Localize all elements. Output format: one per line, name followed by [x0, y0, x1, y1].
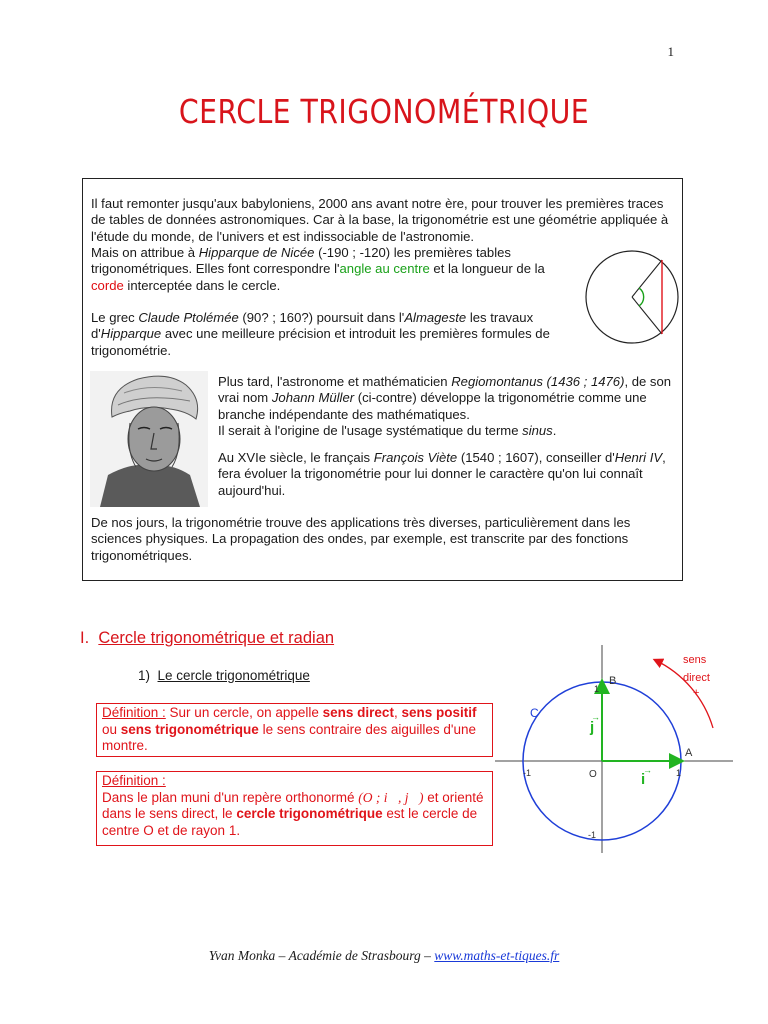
footer-link[interactable]: www.maths-et-tiques.fr — [434, 948, 560, 963]
label-C: C — [530, 706, 539, 720]
subsection-heading — [138, 668, 310, 683]
section-number: I. — [80, 629, 90, 647]
label-B: B — [609, 675, 617, 687]
intro-paragraph-6 — [91, 515, 681, 564]
text-span: est le cercle de centre O et de rayon 1. — [102, 806, 478, 838]
text-span: , de son vrai nom — [218, 374, 672, 406]
text-span: Le grec — [91, 310, 139, 325]
intro-text-1: Il faut remonter jusqu'aux babyloniens, 2000 ans avant notre ère, pour trouver les premières traces de tables de données astronomiques. Car à la base, la trigonométrie est une géométrie appliquée à l'étude du monde, de l'univers et est indissociable de l'astronomie. — [91, 196, 669, 244]
muller-name: Johann Müller — [271, 390, 355, 406]
corde-term: corde — [91, 277, 124, 293]
intro-paragraph-5 — [218, 450, 670, 499]
text-span: ou — [102, 721, 121, 737]
page-number: 1 — [667, 44, 674, 59]
direct-direction-arrow — [655, 660, 713, 728]
subsection-title: Le cercle trigonométrique — [157, 668, 310, 683]
intro-paragraph-1 — [91, 196, 677, 245]
vector-j-arrow-mark: → — [591, 712, 600, 722]
text-span: , — [393, 705, 402, 720]
ptolemee-name: Claude Ptolémée — [138, 310, 239, 325]
almageste-name: Almageste — [404, 310, 467, 325]
sens-label: sens — [683, 654, 707, 666]
bold-term: sens positif — [401, 705, 477, 720]
text-span: , fera évoluer la trigonométrie pour lui donner le caractère qu'on lui connaît aujourd'hui. — [218, 450, 666, 498]
intro-paragraph-3 — [91, 310, 573, 359]
regiomontanus-portrait — [90, 371, 208, 507]
text-span: Il serait à l'origine de l'usage systématique du terme — [218, 422, 523, 438]
regiomontanus-name: Regiomontanus (1436 ; 1476) — [451, 374, 625, 389]
tick-label-y-1: 1 — [594, 684, 600, 694]
angle-chord-circle-illustration — [583, 241, 680, 354]
text-span: et orienté dans le sens direct, le — [102, 789, 484, 821]
text-span: Plus tard, l'astronome et mathématicien — [218, 374, 452, 389]
radius-line-top — [632, 260, 662, 297]
text-span: le sens contraire des aiguilles d'une montre. — [102, 721, 477, 753]
direct-label: direct — [683, 672, 710, 684]
plus-label: + — [693, 687, 700, 699]
math-frame: (O ; i⃗, j⃗) — [358, 789, 424, 805]
tick-label-x-minus-1: -1 — [523, 768, 532, 778]
definition-sens-direct — [96, 703, 493, 757]
text-span: les travaux d' — [91, 310, 534, 342]
tick-label-x-1: 1 — [676, 768, 682, 778]
definition-label: Définition : — [102, 705, 166, 720]
bold-term: sens direct — [322, 705, 394, 720]
angle-arc — [639, 288, 644, 306]
footer — [0, 948, 768, 964]
intro-paragraph-4 — [218, 374, 678, 439]
unit-circle-figure — [495, 640, 735, 855]
text-span: (-190 ; -120) les premières tables trigonométriques. Elles font correspondre l' — [91, 245, 511, 277]
page-title: CERCLE TRIGONOMÉTRIQUE — [178, 92, 590, 131]
section-title: Cercle trigonométrique et radian — [98, 629, 335, 647]
section-heading — [80, 629, 334, 648]
tick-label-y-minus-1: -1 — [588, 830, 597, 840]
bold-term: sens trigonométrique — [120, 721, 259, 737]
text-span: Sur un cercle, on appelle — [165, 705, 323, 720]
viete-name: François Viète — [373, 450, 458, 465]
subsection-number: 1) — [138, 668, 151, 683]
label-O: O — [589, 769, 597, 780]
label-A: A — [685, 747, 693, 759]
text-span: Mais on attribue à — [91, 245, 199, 260]
text-span: . — [552, 422, 557, 438]
text-span: (90? ; 160?) poursuit dans l' — [238, 310, 405, 325]
vector-i-label: i — [641, 771, 646, 788]
intro-paragraph-2 — [91, 245, 573, 294]
definition-cercle-trigonometrique — [96, 771, 493, 846]
sinus-term: sinus — [522, 422, 553, 438]
hipparque-name: Hipparque — [100, 326, 162, 342]
text-span: (1540 ; 1607), conseiller d' — [457, 450, 615, 465]
footer-text: Yvan Monka – Académie de Strasbourg – — [208, 948, 435, 963]
intro-text-6: De nos jours, la trigonométrie trouve des applications très diverses, particulièrement dans les sciences physiques. La propagation des ondes, par exemple, est transcrite par des fonctions trigonométriques. — [91, 515, 631, 563]
definition-label: Définition : — [102, 773, 166, 788]
bold-term: cercle trigonométrique — [236, 806, 383, 821]
text-span: Dans le plan muni d'un repère orthonormé — [102, 789, 359, 805]
vector-i-arrow-mark: → — [643, 765, 652, 775]
hipparque-name: Hipparque de Nicée — [198, 245, 315, 260]
henri-iv-name: Henri IV — [614, 450, 663, 465]
text-span: interceptée dans le cercle. — [123, 277, 281, 293]
text-span: Au XVIe siècle, le français — [218, 450, 374, 465]
text-span: avec une meilleure précision et introduit les premières formules de trigonométrie. — [91, 326, 550, 358]
text-span: (ci-contre) développe la trigonométrie comme une branche indépendante des mathématiques. — [218, 390, 647, 422]
angle-au-centre-term: angle au centre — [339, 261, 430, 277]
vector-j-label: j — [590, 719, 595, 736]
radius-line-bottom — [632, 297, 662, 334]
text-span: et la longueur de la — [429, 261, 545, 277]
